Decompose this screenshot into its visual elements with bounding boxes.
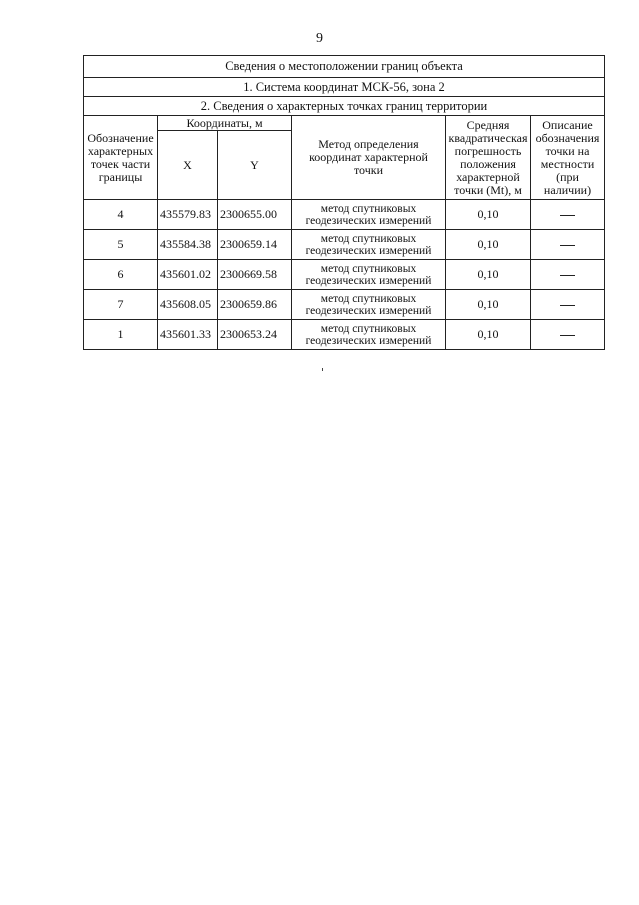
- table-title-row: [84, 56, 605, 78]
- cell-y: 2300669.58: [218, 260, 292, 290]
- dash-mark: [560, 275, 575, 276]
- cell-y: 2300655.00: [218, 200, 292, 230]
- header-y: Y: [218, 131, 292, 200]
- cell-y: 2300659.86: [218, 290, 292, 320]
- cell-method: метод спутниковых геодезических измерений: [292, 320, 446, 350]
- header-method: Метод определения координат характерной точки: [292, 116, 446, 200]
- scan-artifact-mark: [322, 368, 323, 371]
- dash-mark: [560, 215, 575, 216]
- cell-accuracy: 0,10: [446, 320, 531, 350]
- table-row: [84, 200, 605, 230]
- cell-accuracy: 0,10: [446, 290, 531, 320]
- cell-description: [531, 260, 605, 290]
- cell-description: [531, 290, 605, 320]
- cell-point: 7: [84, 290, 158, 320]
- header-row: [84, 116, 605, 131]
- cell-method: метод спутниковых геодезических измерений: [292, 290, 446, 320]
- section-row: [84, 97, 605, 116]
- cell-description: [531, 200, 605, 230]
- table-row: [84, 320, 605, 350]
- cell-accuracy: 0,10: [446, 200, 531, 230]
- cell-x: 435601.33: [158, 320, 218, 350]
- points-section-label: 2. Сведения о характерных точках границ территории: [84, 97, 605, 116]
- header-x: X: [158, 131, 218, 200]
- cell-point: 5: [84, 230, 158, 260]
- cell-method: метод спутниковых геодезических измерений: [292, 260, 446, 290]
- cell-accuracy: 0,10: [446, 260, 531, 290]
- dash-mark: [560, 305, 575, 306]
- header-coordinates: Координаты, м: [158, 116, 292, 131]
- cell-x: 435608.05: [158, 290, 218, 320]
- dash-mark: [560, 245, 575, 246]
- cell-description: [531, 320, 605, 350]
- cell-x: 435601.02: [158, 260, 218, 290]
- header-accuracy: Средняя квадратическая погрешность положения характерной точки (Mt), м: [446, 116, 531, 200]
- coordinate-system-label: 1. Система координат МСК-56, зона 2: [84, 78, 605, 97]
- cell-description: [531, 230, 605, 260]
- cell-x: 435579.83: [158, 200, 218, 230]
- cell-method: метод спутниковых геодезических измерений: [292, 200, 446, 230]
- table-row: [84, 290, 605, 320]
- cell-y: 2300653.24: [218, 320, 292, 350]
- dash-mark: [560, 335, 575, 336]
- cell-point: 6: [84, 260, 158, 290]
- boundary-table: [83, 55, 605, 350]
- section-row: [84, 78, 605, 97]
- header-description: Описание обозначения точки на местности (при наличии): [531, 116, 605, 200]
- table-row: [84, 260, 605, 290]
- table-row: [84, 230, 605, 260]
- cell-point: 4: [84, 200, 158, 230]
- cell-accuracy: 0,10: [446, 230, 531, 260]
- cell-point: 1: [84, 320, 158, 350]
- header-point-designation: Обозначение характерных точек части границы: [84, 116, 158, 200]
- page-number: 9: [316, 31, 323, 46]
- table-title: Сведения о местоположении границ объекта: [84, 56, 605, 78]
- cell-method: метод спутниковых геодезических измерений: [292, 230, 446, 260]
- cell-y: 2300659.14: [218, 230, 292, 260]
- cell-x: 435584.38: [158, 230, 218, 260]
